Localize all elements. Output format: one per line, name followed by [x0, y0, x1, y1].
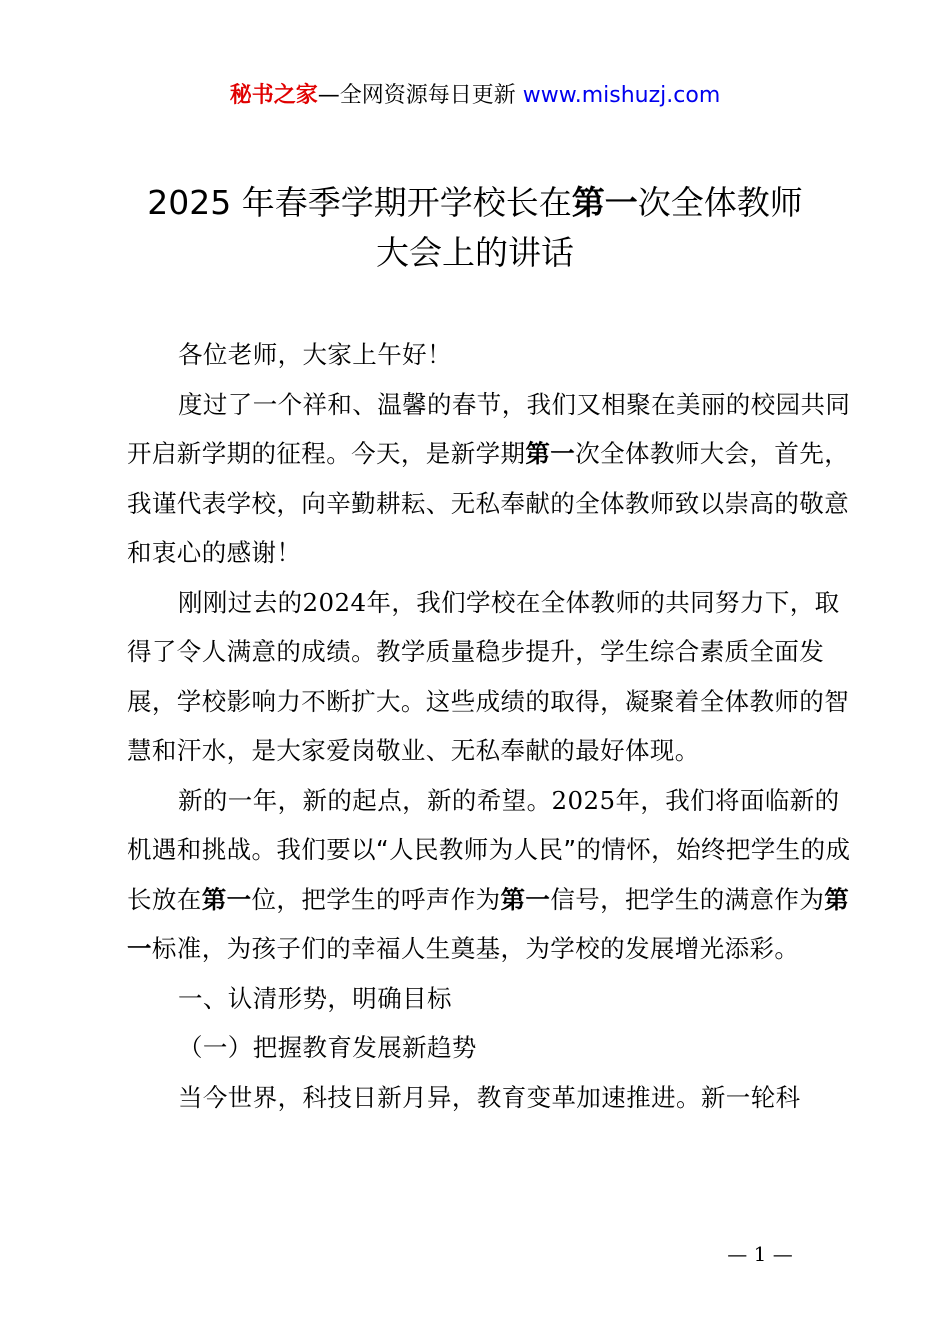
- paragraph-opening: [127, 380, 857, 578]
- paragraph-review: [127, 578, 857, 776]
- year-number: 2024: [302, 587, 367, 617]
- bold-text: 第一: [127, 884, 850, 963]
- paragraph-text: 信号，把学生的满意作为: [550, 884, 825, 914]
- header-tagline: —全网资源每日更新: [317, 83, 523, 108]
- title-text: 2025 年春季学期开学校长在: [147, 183, 572, 222]
- subsection-heading: （一）把握教育发展新趋势: [178, 1033, 477, 1062]
- document-body: [127, 330, 857, 1122]
- paragraph-text: 标准，为孩子们的幸福人生奠基，为学校的发展增光添彩。: [151, 934, 800, 963]
- title-line-2: 大会上的讲话: [376, 233, 574, 272]
- paragraph-trends: 当今世界，科技日新月异，教育变革加速推进。新一轮科: [178, 1082, 801, 1112]
- year-number: 2025: [551, 785, 616, 815]
- page-number: — 1 —: [727, 1242, 793, 1266]
- paragraph-text: 年，我们将面临新的机遇和挑战。我们要以“人民教师为人民”的情怀，始终把学生的成长放在: [127, 785, 851, 914]
- paragraph-text: 位，把学生的呼声作为: [251, 884, 501, 914]
- paragraph-outlook: [127, 776, 857, 974]
- site-header: [0, 80, 950, 112]
- bold-text: 第一: [201, 884, 252, 914]
- bold-text: 第一: [525, 439, 576, 468]
- paragraph-text: 度过了一个祥和、温馨的春节，我们又相聚在美丽的校园共同开启新学期的征程。今天，是新学期: [127, 389, 851, 468]
- brand-name: 秘书之家: [229, 83, 318, 108]
- section-heading: 一、认清形势，明确目标: [178, 983, 452, 1013]
- title-text-end: 次全体教师: [637, 183, 803, 222]
- paragraph-text: 次全体教师大会，首先，我谨代表学校，向辛勤耕耘、无私奉献的全体教师致以崇高的敬意和衷心的感谢！: [127, 439, 850, 567]
- paragraph-text: 刚刚过去的: [178, 587, 303, 617]
- site-url-link[interactable]: www.mishuzj.com: [522, 83, 721, 108]
- title-bold-text: 第一: [571, 183, 638, 222]
- paragraph-text: 新的一年，新的起点，新的希望。: [178, 785, 552, 815]
- paragraph-greeting: 各位老师，大家上午好！: [178, 340, 452, 369]
- bold-text: 第一: [500, 884, 551, 914]
- title-line-1: [100, 178, 850, 228]
- paragraph-text: 年，我们学校在全体教师的共同努力下，取得了令人满意的成绩。教学质量稳步提升，学生综合素质全面发展，学校影响力不断扩大。这些成绩的取得，凝聚着全体教师的智慧和汗水，是大家爱岗敬业、无私奉献的最好体现。: [127, 587, 850, 765]
- document-title: [100, 178, 850, 278]
